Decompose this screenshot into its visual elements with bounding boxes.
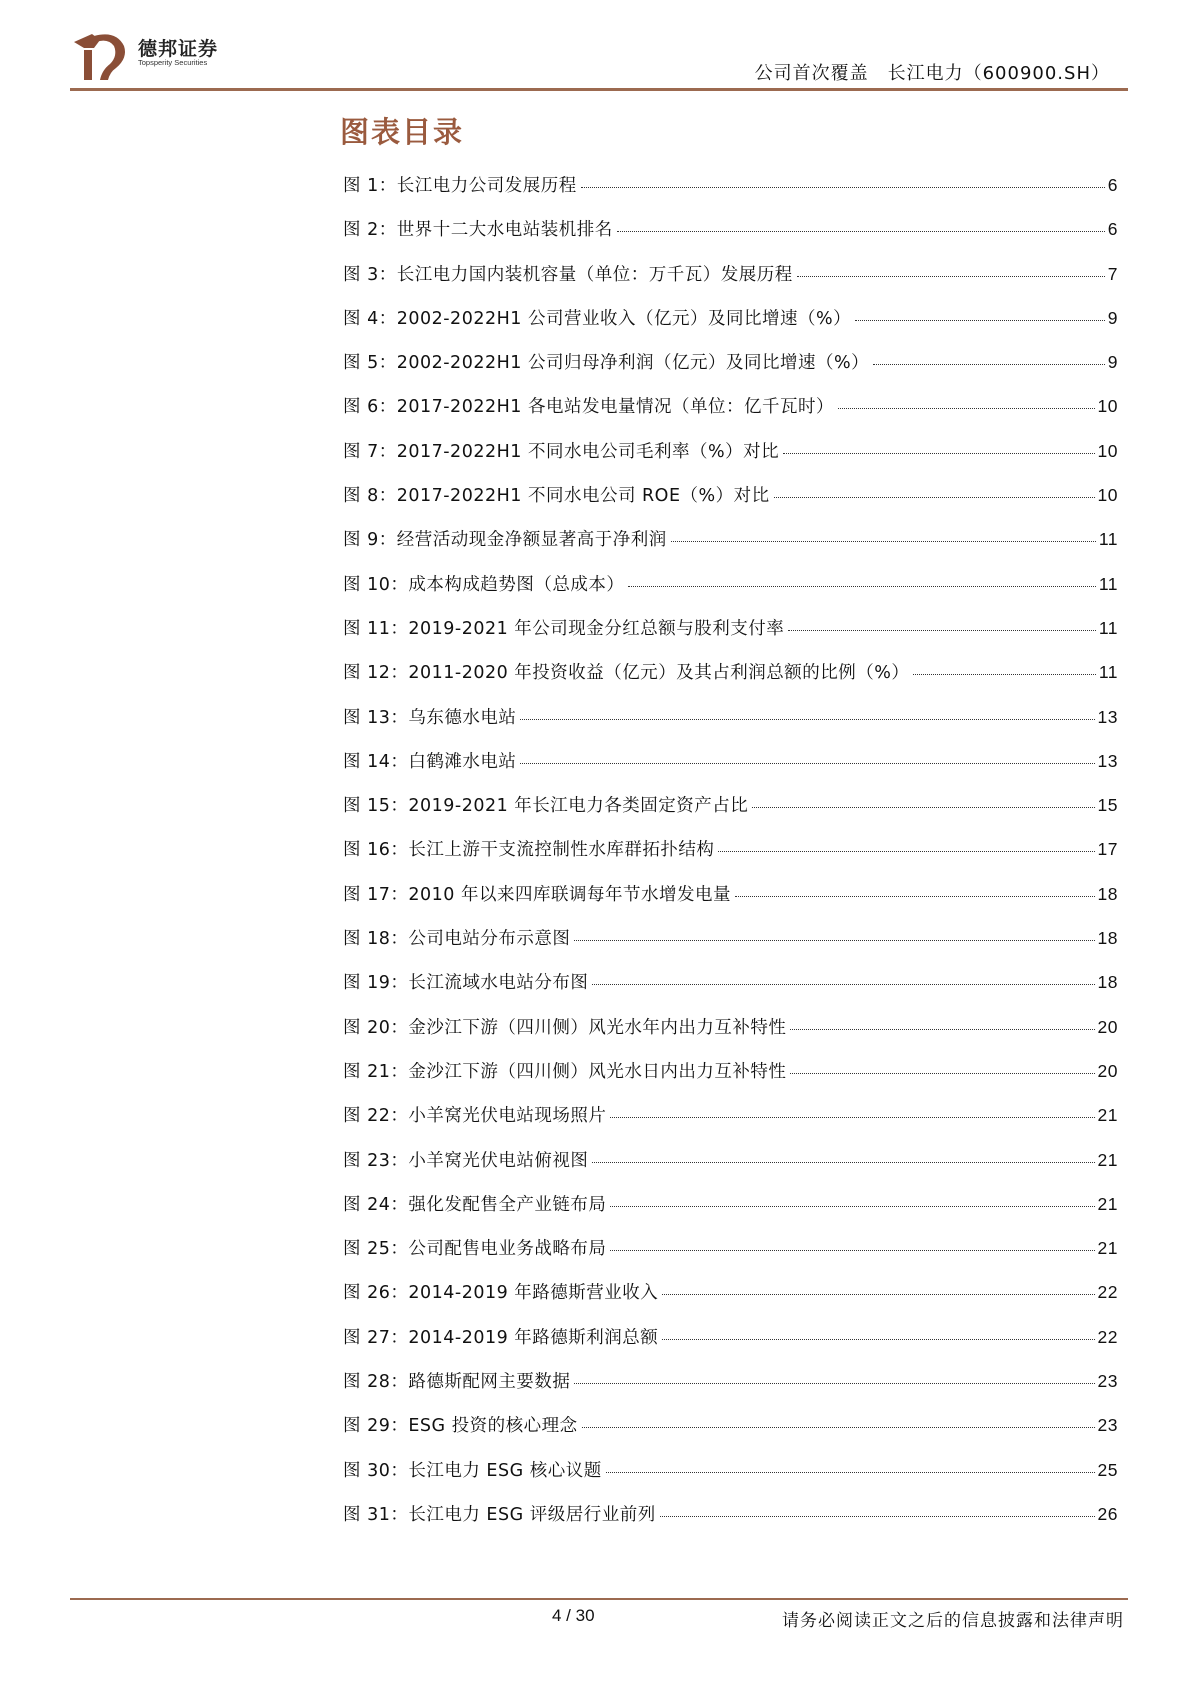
toc-entry-number: 图 14： xyxy=(343,751,409,772)
footer-disclaimer: 请务必阅读正文之后的信息披露和法律声明 xyxy=(782,1611,1124,1631)
toc-leader-dots xyxy=(628,586,1095,587)
toc-entry-number: 图 11： xyxy=(343,618,409,639)
toc-entry-label: 2017-2022H1 不同水电公司毛利率（%）对比 xyxy=(396,441,780,462)
toc-entry-page: 22 xyxy=(1097,1282,1118,1303)
page-number: 4 / 30 xyxy=(552,1606,595,1625)
toc-entry-label: 2017-2022H1 不同水电公司 ROE（%）对比 xyxy=(396,486,770,507)
toc-entry-number: 图 23： xyxy=(343,1150,409,1171)
toc-entry-number: 图 8： xyxy=(343,486,397,507)
toc-leader-dots xyxy=(581,187,1105,188)
toc-entry-label: 2019-2021 年长江电力各类固定资产占比 xyxy=(408,796,749,817)
toc-entry-page: 13 xyxy=(1097,750,1118,771)
toc-entry-page: 13 xyxy=(1097,706,1118,727)
toc-entry[interactable] xyxy=(343,172,1118,216)
toc-entry-number: 图 12： xyxy=(343,663,409,684)
toc-leader-dots xyxy=(838,408,1095,409)
toc-leader-dots xyxy=(752,807,1094,808)
toc-entry-label: 公司电站分布示意图 xyxy=(408,929,571,950)
toc-entry-page: 7 xyxy=(1107,263,1118,284)
toc-entry-label: 小羊窝光伏电站俯视图 xyxy=(408,1150,589,1171)
header-divider xyxy=(70,88,1128,91)
toc-entry-page: 21 xyxy=(1097,1238,1118,1259)
toc-entry[interactable] xyxy=(343,1147,1118,1191)
toc-leader-dots xyxy=(671,541,1096,542)
toc-entry[interactable] xyxy=(343,526,1118,570)
toc-entry-page: 9 xyxy=(1107,352,1118,373)
toc-entry-label: 白鹤滩水电站 xyxy=(408,751,517,772)
toc-entry-label: 2019-2021 年公司现金分红总额与股利支付率 xyxy=(408,618,785,639)
toc-leader-dots xyxy=(913,674,1095,675)
toc-entry-label: 公司配售电业务战略布局 xyxy=(408,1239,607,1260)
toc-entry-page: 17 xyxy=(1097,839,1118,860)
toc-leader-dots xyxy=(582,1427,1095,1428)
toc-entry-page: 10 xyxy=(1097,485,1118,506)
toc-entry-page: 23 xyxy=(1097,1415,1118,1436)
toc-entry-page: 9 xyxy=(1107,307,1118,328)
toc-leader-dots xyxy=(610,1206,1094,1207)
page-header xyxy=(70,22,1128,92)
toc-entry-page: 6 xyxy=(1107,175,1118,195)
toc-leader-dots xyxy=(662,1294,1094,1295)
toc-entry-label: 金沙江下游（四川侧）风光水日内出力互补特性 xyxy=(408,1061,787,1082)
toc-leader-dots xyxy=(617,231,1105,232)
toc-entry[interactable] xyxy=(343,925,1118,969)
toc-leader-dots xyxy=(574,940,1094,941)
toc-entry[interactable] xyxy=(343,261,1118,305)
toc-leader-dots xyxy=(574,1383,1094,1384)
toc-entry-number: 图 28： xyxy=(343,1372,409,1393)
toc-entry[interactable] xyxy=(343,1235,1118,1279)
toc-entry-page: 21 xyxy=(1097,1149,1118,1170)
toc-entry-number: 图 7： xyxy=(343,441,397,462)
toc-leader-dots xyxy=(788,630,1096,631)
toc-leader-dots xyxy=(774,497,1095,498)
toc-entry-number: 图 19： xyxy=(343,973,409,994)
toc-entry-label: ESG 投资的核心理念 xyxy=(408,1416,578,1437)
toc-entry-page: 10 xyxy=(1097,440,1118,461)
toc-entry-label: 乌东德水电站 xyxy=(408,707,517,728)
toc-leader-dots xyxy=(592,984,1094,985)
toc-entry-number: 图 30： xyxy=(343,1460,409,1481)
toc-entry-page: 22 xyxy=(1097,1326,1118,1347)
toc-entry[interactable] xyxy=(343,1279,1118,1323)
report-tag: 公司首次覆盖 长江电力（600900.SH） xyxy=(754,63,1110,84)
toc-entry[interactable] xyxy=(343,1014,1118,1058)
toc-entry-page: 10 xyxy=(1097,396,1118,417)
toc-entry-page: 6 xyxy=(1107,219,1118,240)
toc-entry-number: 图 9： xyxy=(343,530,397,551)
toc-entry-number: 图 20： xyxy=(343,1017,409,1038)
toc-entry-number: 图 22： xyxy=(343,1106,409,1127)
toc-entry[interactable] xyxy=(343,1412,1118,1456)
toc-entry[interactable] xyxy=(343,792,1118,836)
toc-entry-page: 11 xyxy=(1098,573,1118,594)
toc-entry-label: 长江流域水电站分布图 xyxy=(408,973,589,994)
toc-entry-number: 图 3： xyxy=(343,264,397,285)
brand-name-en: Topsperity Securities xyxy=(138,58,208,67)
toc-entry-number: 图 31： xyxy=(343,1504,409,1525)
toc-entry[interactable] xyxy=(343,305,1118,349)
toc-entry-number: 图 4： xyxy=(343,308,397,329)
toc-entry-label: 2014-2019 年路德斯利润总额 xyxy=(408,1327,659,1348)
toc-entry-page: 11 xyxy=(1098,617,1118,638)
toc-leader-dots xyxy=(718,851,1094,852)
toc-entry[interactable] xyxy=(343,704,1118,748)
toc-entry[interactable] xyxy=(343,216,1118,260)
toc-entry-page: 21 xyxy=(1097,1193,1118,1214)
toc-entry-label: 经营活动现金净额显著高于净利润 xyxy=(396,530,667,551)
toc-entry-number: 图 2： xyxy=(343,220,397,241)
toc-entry[interactable] xyxy=(343,1324,1118,1368)
toc-leader-dots xyxy=(610,1117,1094,1118)
toc-entry-page: 20 xyxy=(1097,1060,1118,1081)
toc-entry-label: 强化发配售全产业链布局 xyxy=(408,1194,607,1215)
toc-leader-dots xyxy=(790,1073,1094,1074)
toc-entry-number: 图 17： xyxy=(343,884,409,905)
toc-entry-label: 2002-2022H1 公司营业收入（亿元）及同比增速（%） xyxy=(396,308,852,329)
toc-entry-number: 图 25： xyxy=(343,1239,409,1260)
toc-entry[interactable] xyxy=(343,748,1118,792)
toc-entry-label: 长江电力公司发展历程 xyxy=(396,176,577,196)
toc-entry[interactable] xyxy=(343,615,1118,659)
toc-entry-number: 图 24： xyxy=(343,1194,409,1215)
page-title: 图表目录 xyxy=(340,115,465,149)
toc-entry-number: 图 29： xyxy=(343,1416,409,1437)
toc-entry-page: 18 xyxy=(1097,883,1118,904)
toc-entry[interactable] xyxy=(343,1102,1118,1146)
toc-entry[interactable] xyxy=(343,571,1118,615)
toc-entry-label: 长江电力国内装机容量（单位：万千瓦）发展历程 xyxy=(396,264,793,285)
topsperity-logo-icon xyxy=(70,28,130,84)
toc-entry-label: 2010 年以来四库联调每年节水增发电量 xyxy=(408,884,731,905)
toc-entry-page: 20 xyxy=(1097,1016,1118,1037)
toc-entry-label: 小羊窝光伏电站现场照片 xyxy=(408,1106,607,1127)
toc-entry-label: 2017-2022H1 各电站发电量情况（单位：亿千瓦时） xyxy=(396,397,834,418)
toc-leader-dots xyxy=(790,1029,1094,1030)
toc-leader-dots xyxy=(662,1339,1094,1340)
toc-entry[interactable] xyxy=(343,1368,1118,1412)
toc-leader-dots xyxy=(855,320,1105,321)
toc-entry[interactable] xyxy=(343,393,1118,437)
toc-leader-dots xyxy=(610,1250,1094,1251)
toc-entry[interactable] xyxy=(343,881,1118,925)
toc-entry-page: 21 xyxy=(1097,1105,1118,1126)
toc-entry[interactable] xyxy=(343,1058,1118,1102)
toc-entry-number: 图 13： xyxy=(343,707,409,728)
toc-entry-page: 18 xyxy=(1097,972,1118,993)
brand-name: 德邦证券 xyxy=(138,38,219,60)
toc-entry-page: 23 xyxy=(1097,1371,1118,1392)
toc-entry-number: 图 27： xyxy=(343,1327,409,1348)
toc-entry-label: 世界十二大水电站装机排名 xyxy=(396,220,613,241)
toc-entry[interactable] xyxy=(343,438,1118,482)
toc-entry-number: 图 1： xyxy=(343,176,397,196)
toc-entry-number: 图 15： xyxy=(343,796,409,817)
footer-divider xyxy=(70,1598,1128,1600)
toc-list xyxy=(343,172,1118,1545)
toc-entry-page: 15 xyxy=(1097,795,1118,816)
toc-entry[interactable] xyxy=(343,659,1118,703)
toc-entry-number: 图 5： xyxy=(343,353,397,374)
toc-entry[interactable] xyxy=(343,1457,1118,1501)
toc-entry-label: 路德斯配网主要数据 xyxy=(408,1372,571,1393)
toc-entry-page: 25 xyxy=(1097,1459,1118,1480)
toc-entry[interactable] xyxy=(343,969,1118,1013)
toc-entry[interactable] xyxy=(343,1501,1118,1545)
toc-leader-dots xyxy=(520,763,1094,764)
toc-entry[interactable] xyxy=(343,482,1118,526)
toc-leader-dots xyxy=(783,453,1094,454)
toc-entry-page: 18 xyxy=(1097,928,1118,949)
toc-leader-dots xyxy=(606,1472,1095,1473)
toc-leader-dots xyxy=(592,1162,1094,1163)
toc-entry[interactable] xyxy=(343,349,1118,393)
toc-entry-label: 2002-2022H1 公司归母净利润（亿元）及同比增速（%） xyxy=(396,353,870,374)
toc-leader-dots xyxy=(660,1516,1095,1517)
toc-entry-number: 图 6： xyxy=(343,397,397,418)
toc-entry-number: 图 16： xyxy=(343,840,409,861)
toc-entry-page: 11 xyxy=(1098,529,1118,550)
toc-leader-dots xyxy=(520,719,1094,720)
toc-entry-label: 长江上游干支流控制性水库群拓扑结构 xyxy=(408,840,715,861)
toc-entry-label: 金沙江下游（四川侧）风光水年内出力互补特性 xyxy=(408,1017,787,1038)
toc-entry-label: 成本构成趋势图（总成本） xyxy=(408,574,625,595)
toc-leader-dots xyxy=(797,276,1105,277)
toc-entry-number: 图 21： xyxy=(343,1061,409,1082)
toc-entry-label: 2014-2019 年路德斯营业收入 xyxy=(408,1283,659,1304)
toc-entry-number: 图 10： xyxy=(343,574,409,595)
toc-entry-number: 图 18： xyxy=(343,929,409,950)
toc-entry-label: 长江电力 ESG 评级居行业前列 xyxy=(408,1504,656,1525)
toc-entry-number: 图 26： xyxy=(343,1283,409,1304)
toc-entry-label: 长江电力 ESG 核心议题 xyxy=(408,1460,602,1481)
toc-entry[interactable] xyxy=(343,836,1118,880)
toc-entry-page: 11 xyxy=(1098,662,1118,683)
toc-entry-page: 26 xyxy=(1097,1503,1118,1524)
toc-leader-dots xyxy=(735,896,1095,897)
toc-entry[interactable] xyxy=(343,1191,1118,1235)
toc-entry-label: 2011-2020 年投资收益（亿元）及其占利润总额的比例（%） xyxy=(408,663,910,684)
toc-leader-dots xyxy=(873,364,1105,365)
